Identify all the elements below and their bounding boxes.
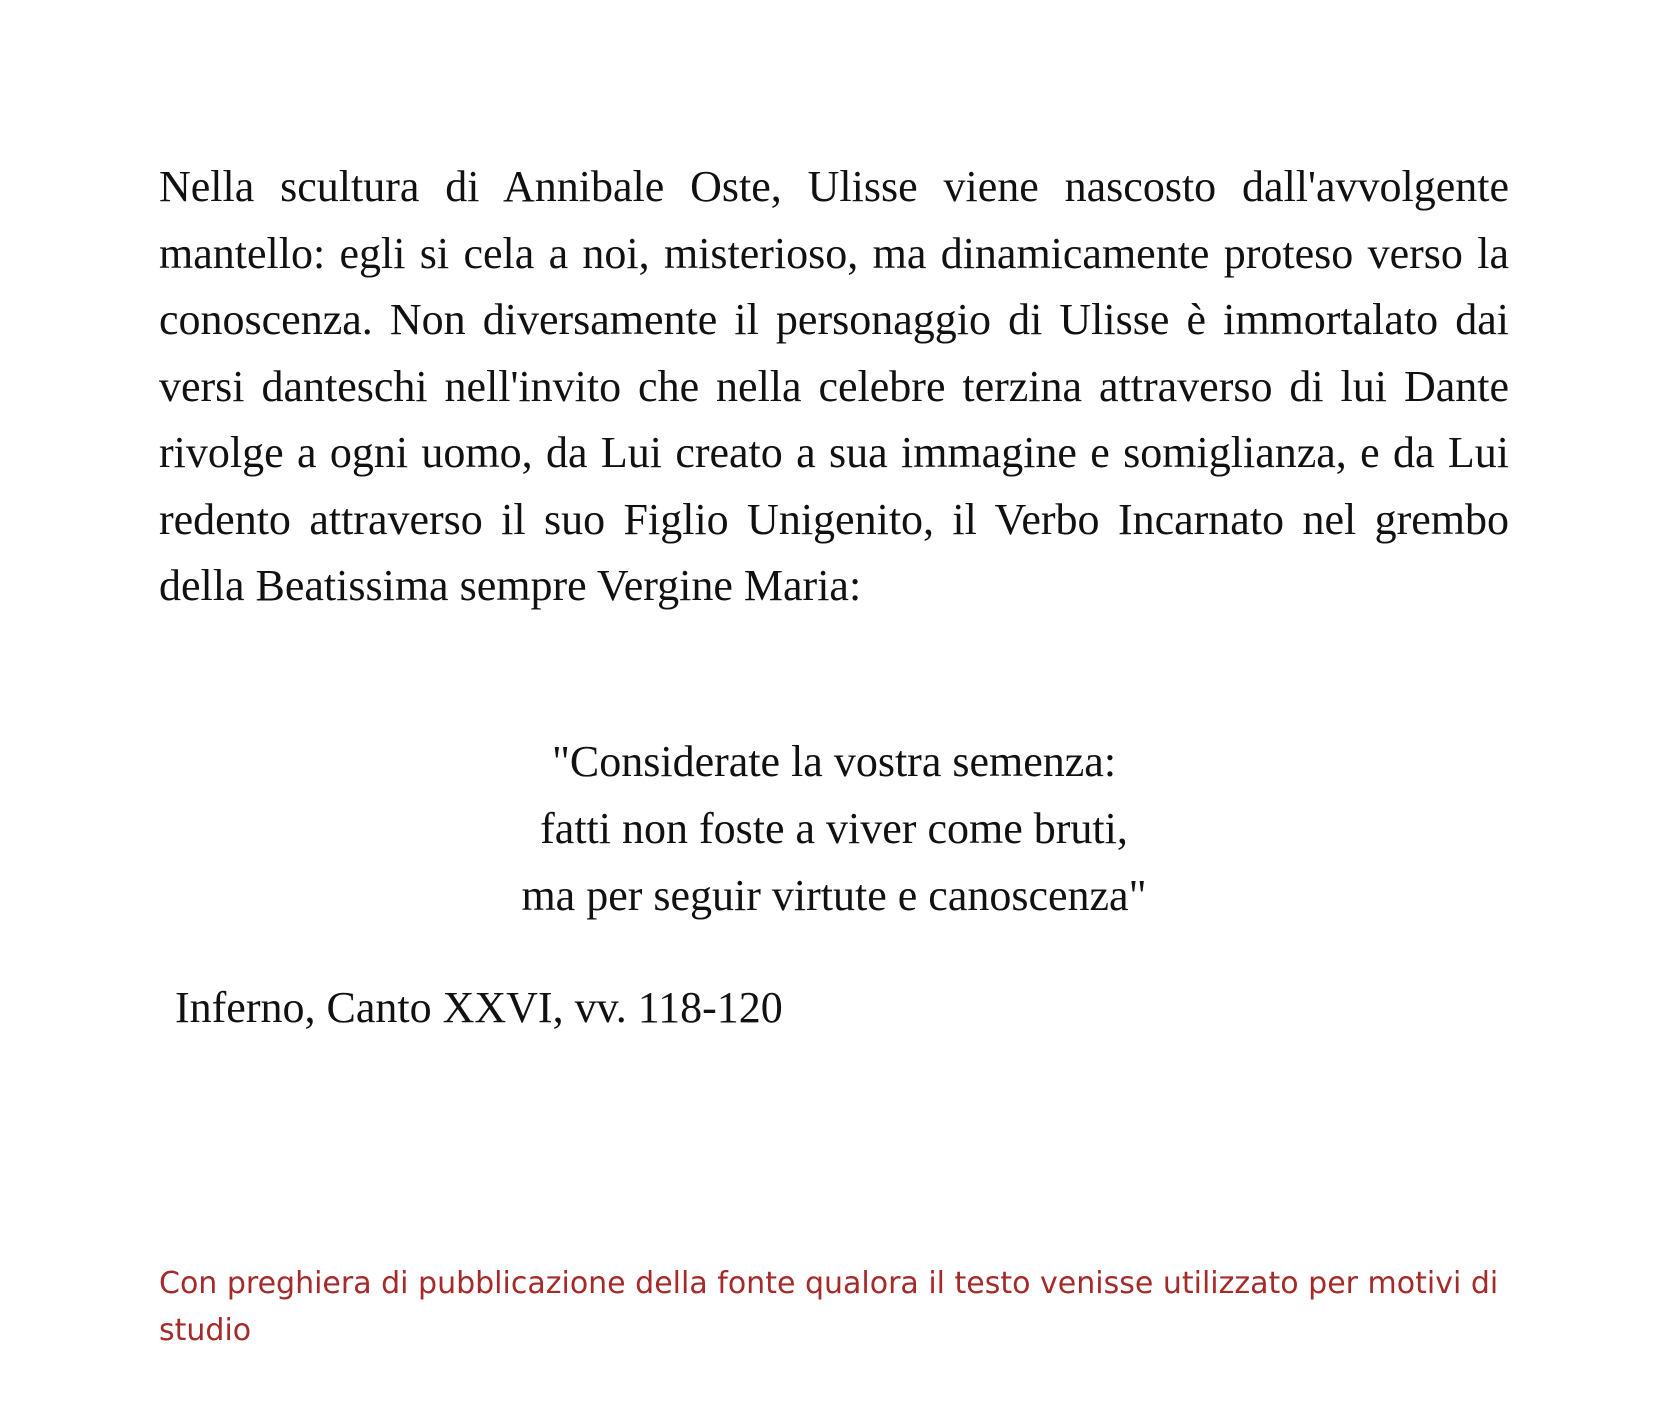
quote-citation: Inferno, Canto XXVI, vv. 118-120 <box>175 983 783 1032</box>
quote-line-1: "Considerate la vostra semenza: <box>551 737 1117 786</box>
quote-line-2: fatti non foste a viver come bruti, <box>540 804 1128 853</box>
footer-note: Con preghiera di pubblicazione della fonte qualora il testo venisse utilizzato per motivi di studio <box>159 1266 1499 1348</box>
body-paragraph: Nella scultura di Annibale Oste, Ulisse viene nascosto dall'avvolgente mantello: egli si cela a noi, misterioso, ma dinamicamente proteso verso la conoscenza. Non diversamente il personaggio di Ulisse è immortalato dai versi danteschi nell'invito che nella celebre terzina attraverso di lui Dante rivolge a ogni uomo, da Lui creato a sua immagine e somiglianza, e da Lui redento attraverso il suo Figlio Unigenito, il Verbo Incarnato nel grembo della Beatissima sempre Vergine Maria: <box>159 162 1509 610</box>
dante-quote <box>159 728 1509 929</box>
quote-line-3: ma per seguir virtute e canoscenza" <box>521 871 1147 920</box>
